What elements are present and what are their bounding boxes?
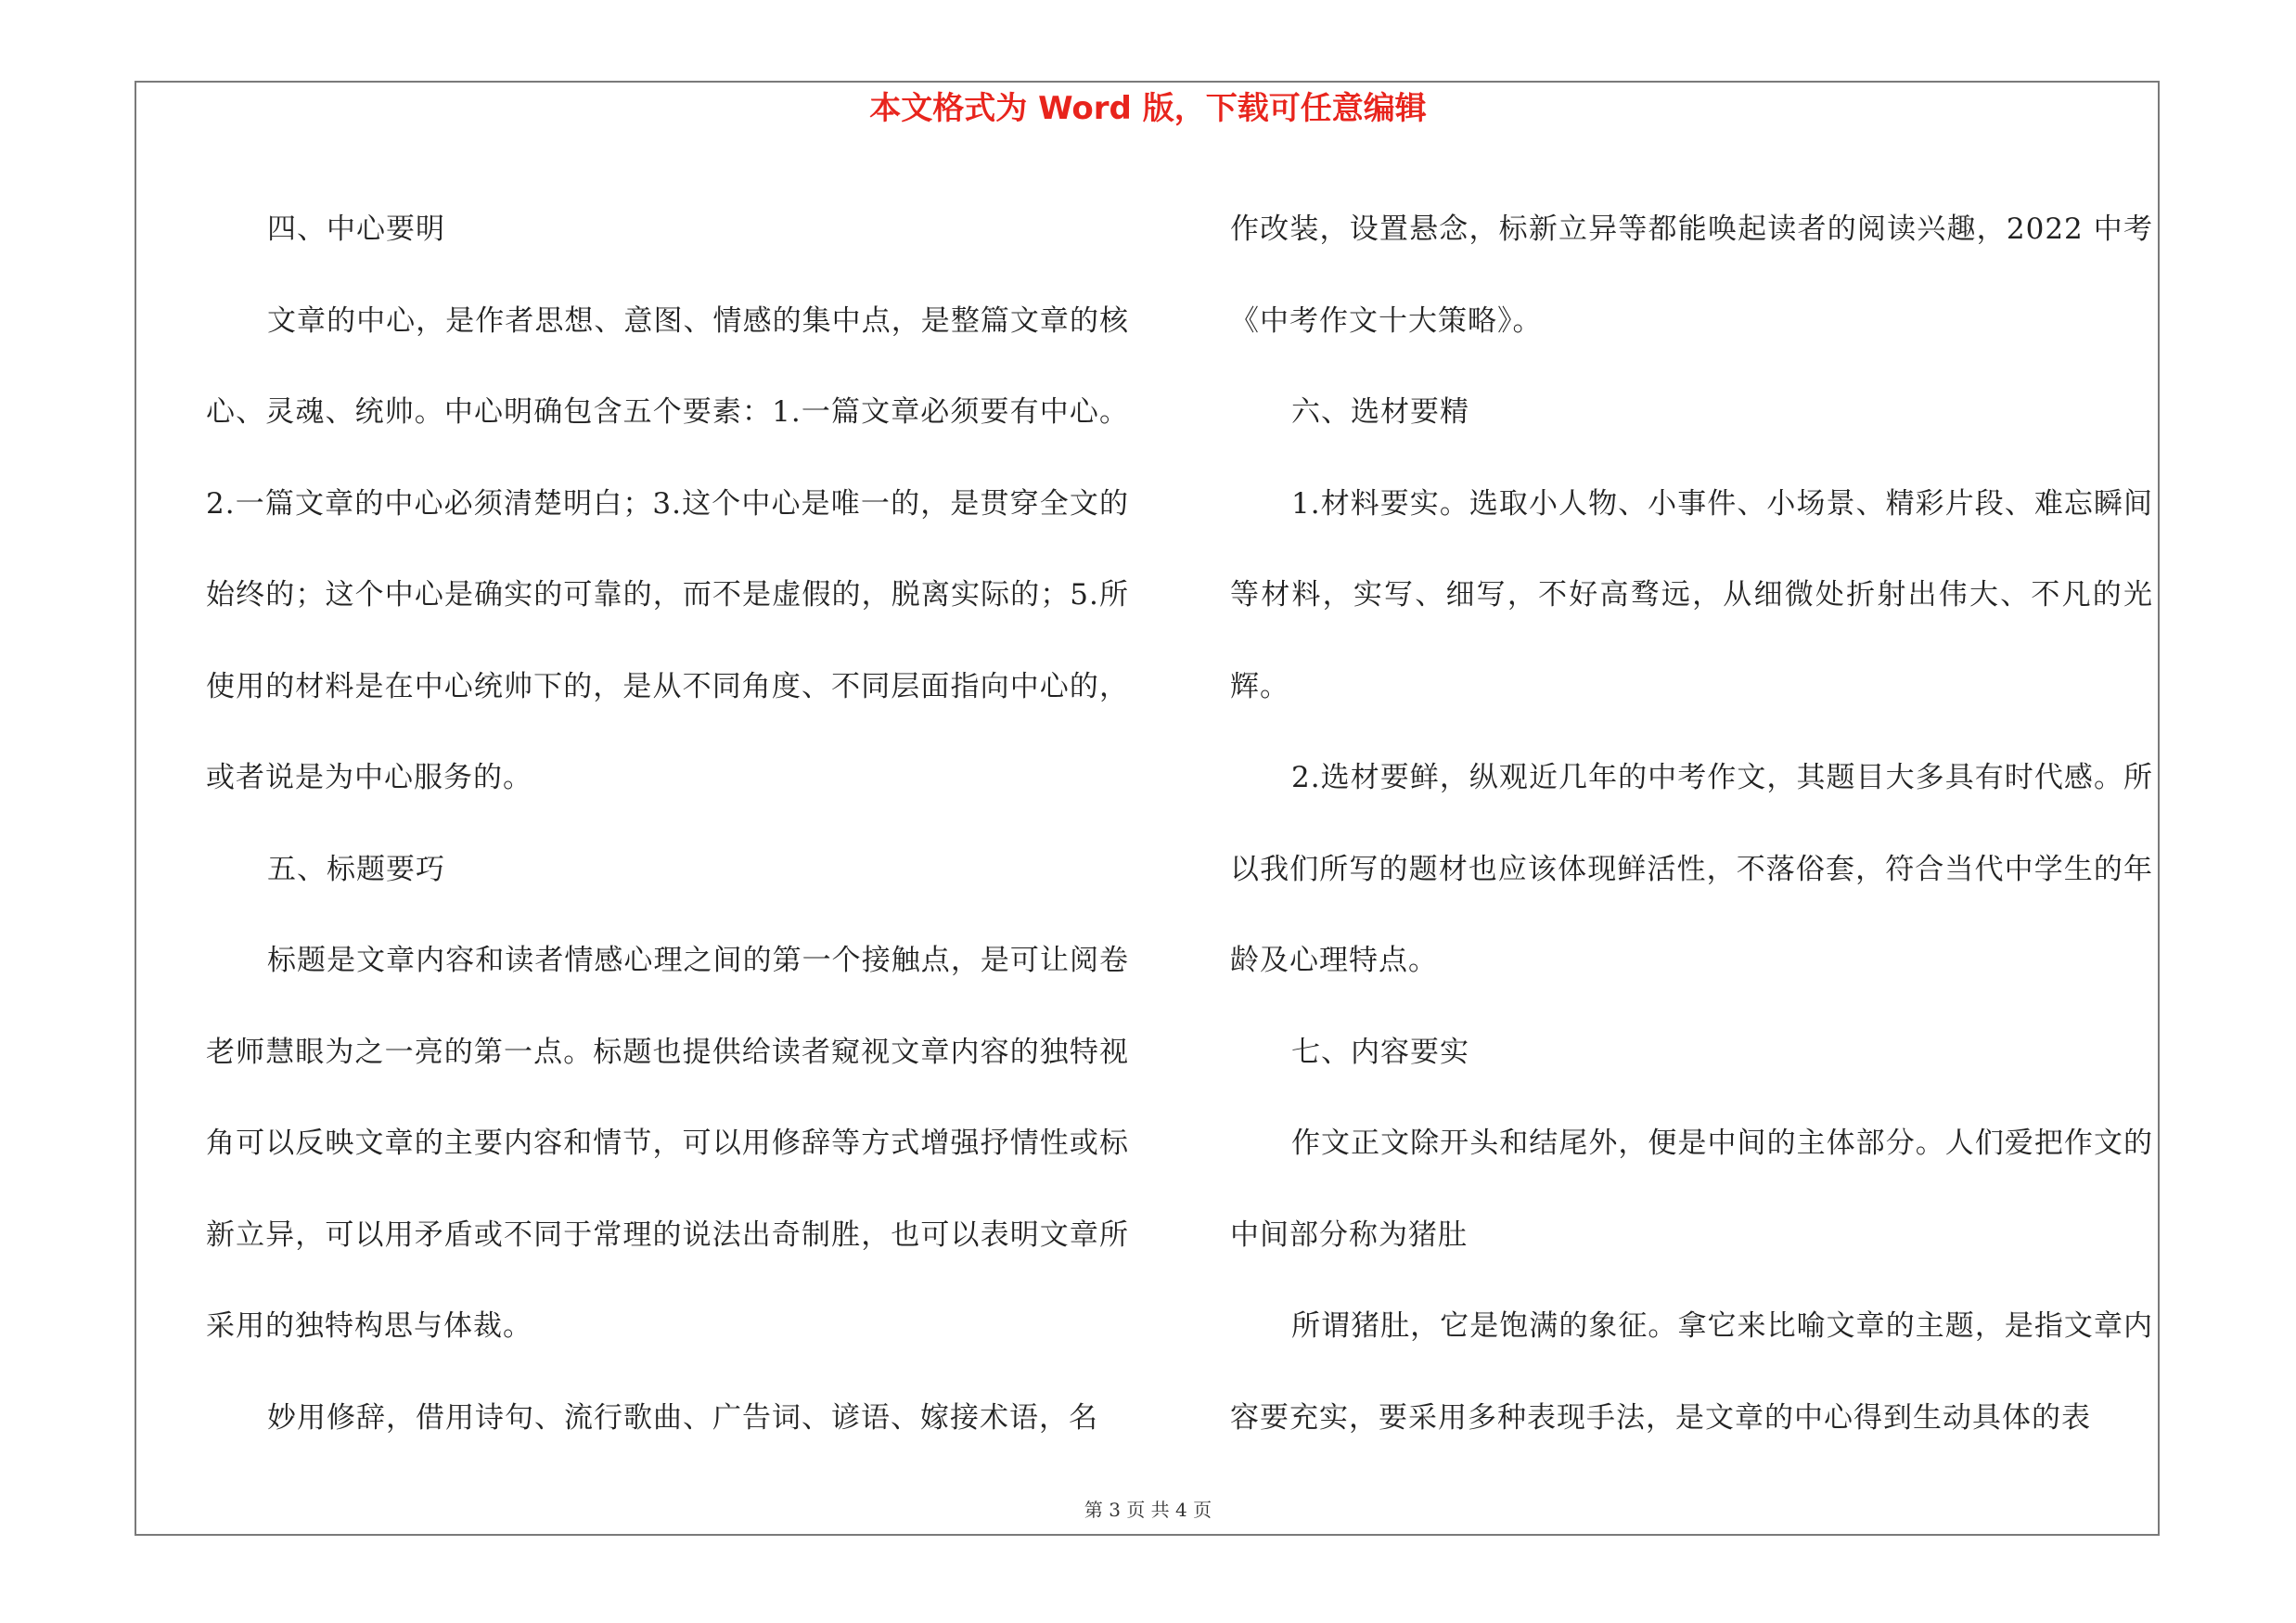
paragraph: 文章的中心，是作者思想、意图、情感的集中点，是整篇文章的核心、灵魂、统帅。中心明确包含五个要素：1.一篇文章必须要有中心。2.一篇文章的中心必须清楚明白；3.这个中心是唯一的，是贯穿全文的始终的；这个中心是确实的可靠的，而不是虚假的，脱离实际的；5.所使用的材料是在中心统帅下的，是从不同角度、不同层面指向中心的，或者说是为中心服务的。 [206,303,1129,794]
section-heading: 六、选材要精 [1291,395,1469,429]
section-heading: 七、内容要实 [1291,1035,1469,1069]
paragraph: 标题是文章内容和读者情感心理之间的第一个接触点，是可让阅卷老师慧眼为之一亮的第一点。标题也提供给读者窥视文章内容的独特视角可以反映文章的主要内容和情节，可以用修辞等方式增强抒情性或标新立异，可以用矛盾或不同于常理的说法出奇制胜，也可以表明文章所采用的独特构思与体裁。 [206,944,1129,1343]
page-number: 第 3 页 共 4 页 [1084,1499,1212,1521]
paragraph: 妙用修辞，借用诗句、流行歌曲、广告词、谚语、嫁接术语，名 [267,1400,1098,1435]
paragraph: 所谓猪肚，它是饱满的象征。拿它来比喻文章的主题，是指文章内容要充实，要采用多种表现手法，是文章的中心得到生动具体的表 [1230,1309,2153,1435]
paragraph: 作文正文除开头和结尾外，便是中间的主体部分。人们爱把作文的中间部分称为猪肚 [1230,1127,2153,1252]
left-column [206,184,1129,1463]
paragraph: 1.材料要实。选取小人物、小事件、小场景、精彩片段、难忘瞬间等材料，实写、细写，不好高骛远，从细微处折射出伟大、不凡的光辉。 [1230,486,2153,703]
right-column [1230,184,2153,1463]
format-banner: 本文格式为 Word 版，下载可任意编辑 [869,90,1427,127]
section-heading: 五、标题要巧 [267,852,445,886]
section-heading: 四、中心要明 [267,213,445,246]
paragraph: 2.选材要鲜，纵观近几年的中考作文，其题目大多具有时代感。所以我们所写的题材也应该体现鲜活性，不落俗套，符合当代中学生的年龄及心理特点。 [1230,761,2153,977]
paragraph-continued: 作改装，设置悬念，标新立异等都能唤起读者的阅读兴趣，2022 中考《中考作文十大策略》。 [1230,213,2153,338]
